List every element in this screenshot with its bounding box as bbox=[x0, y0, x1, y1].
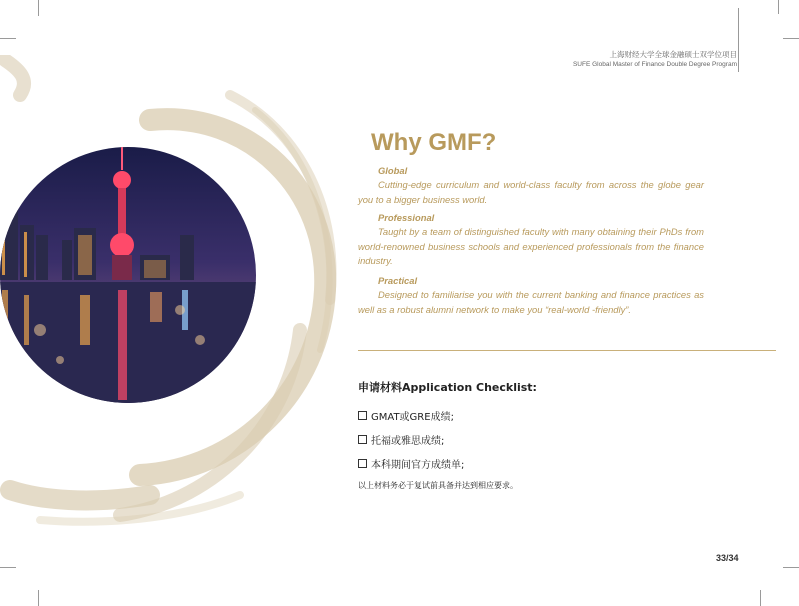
checklist-item bbox=[358, 432, 444, 447]
checklist-item bbox=[358, 408, 454, 423]
checklist-item bbox=[358, 456, 464, 471]
crop-mark bbox=[0, 567, 16, 568]
checklist-title: 申请材料Application Checklist: bbox=[358, 381, 537, 394]
checkbox-icon bbox=[358, 459, 367, 468]
page-title: Why GMF? bbox=[371, 129, 497, 156]
header-en-title: SUFE Global Master of Finance Double Degree Program bbox=[572, 61, 737, 68]
section-text: Taught by a team of distinguished faculty with many obtaining their PhDs from world-renowned business schools and experienced professionals from the finance industry. bbox=[358, 226, 704, 266]
section-text: Cutting-edge curriculum and world-class faculty from across the globe gear you to a bigger business world. bbox=[358, 179, 704, 205]
section-heading: Professional bbox=[378, 212, 435, 223]
crop-mark bbox=[38, 0, 39, 16]
section-divider bbox=[358, 350, 776, 351]
crop-mark bbox=[38, 590, 39, 606]
crop-mark bbox=[783, 38, 799, 39]
section-practical bbox=[358, 274, 704, 317]
checklist-item-label: 托福或雅思成绩; bbox=[371, 436, 445, 447]
checklist-item-label: GMAT或GRE成绩; bbox=[371, 412, 454, 423]
section-heading: Global bbox=[378, 165, 408, 176]
checklist-item-label: 本科期间官方成绩单; bbox=[371, 460, 465, 471]
checkbox-icon bbox=[358, 411, 367, 420]
section-global bbox=[358, 164, 704, 207]
page-number: 33/34 bbox=[716, 553, 739, 563]
crop-mark bbox=[0, 38, 16, 39]
crop-mark bbox=[783, 567, 799, 568]
checklist-note: 以上材料务必于复试前具备并达到相应要求。 bbox=[358, 481, 518, 490]
crop-mark bbox=[760, 590, 761, 606]
crop-mark bbox=[778, 0, 779, 14]
program-header bbox=[573, 50, 737, 70]
section-heading: Practical bbox=[378, 275, 418, 286]
header-cn-title: 上海财经大学全球金融硕士双学位项目 bbox=[609, 50, 737, 59]
header-divider bbox=[738, 8, 739, 72]
shanghai-skyline-photo bbox=[0, 55, 340, 540]
section-text: Designed to familiarise you with the current banking and finance practices as well as a robust alumni network to make you “real-world -friendly”. bbox=[358, 289, 704, 315]
checkbox-icon bbox=[358, 435, 367, 444]
section-professional bbox=[358, 211, 704, 268]
